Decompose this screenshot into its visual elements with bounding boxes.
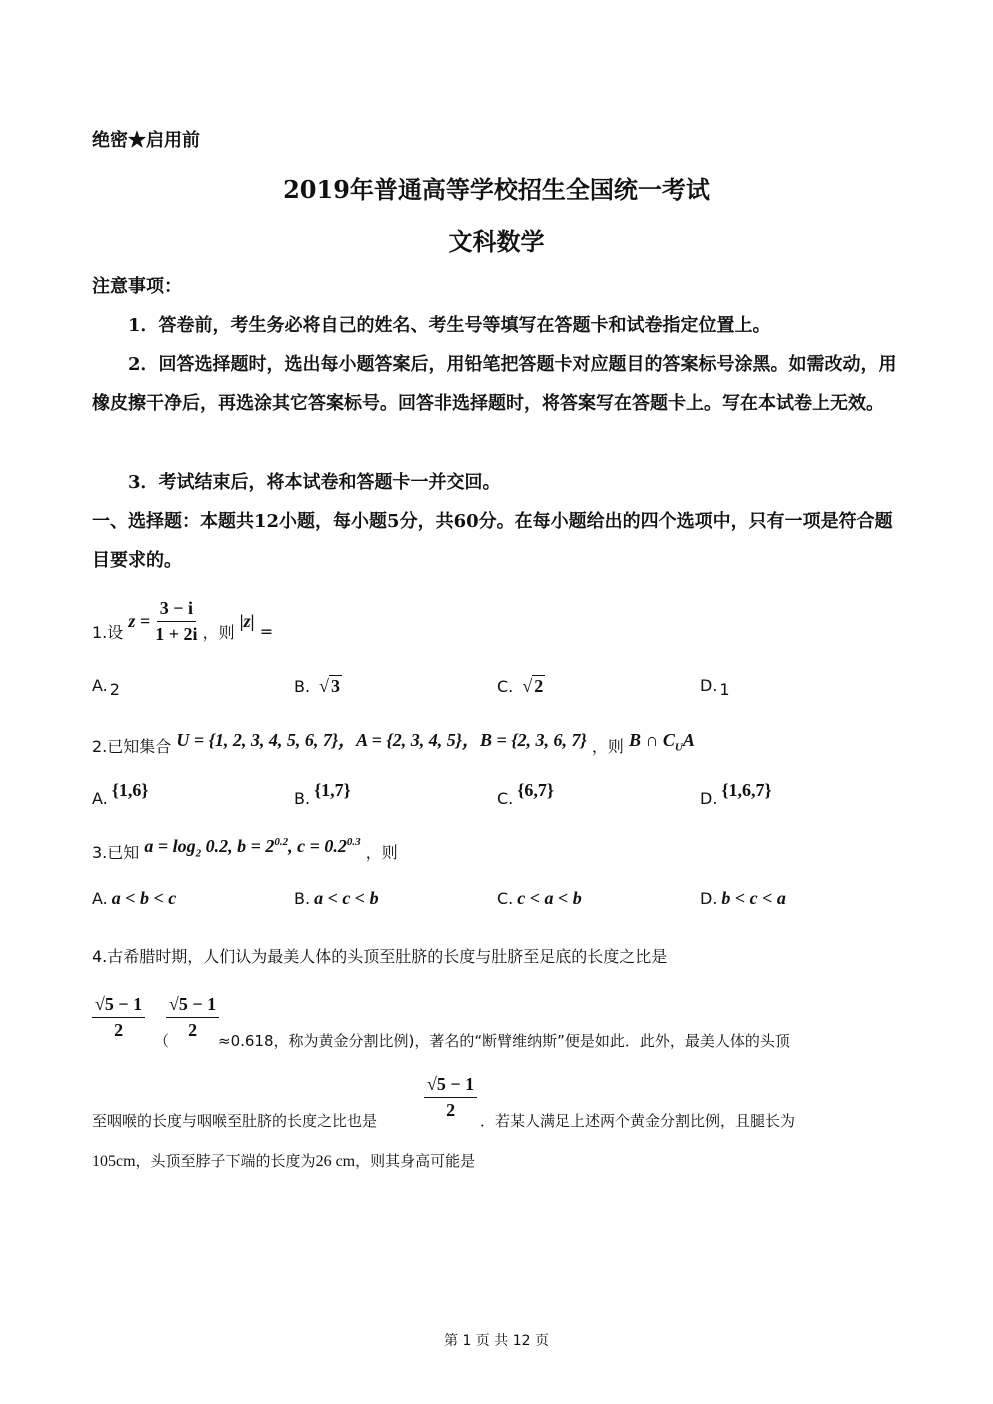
notice-item-3: 3．考试结束后，将本试卷和答题卡一并交回。 (128, 472, 501, 493)
question-2 (92, 726, 695, 754)
q1-option-a[interactable]: A. 2 (92, 676, 120, 699)
q2-option-d[interactable]: D. {1,6,7} (700, 780, 772, 808)
q3-expr: $a = \log_2 0.2$, $b = 2^{0.2}$, $c = 0.2^{0.3}$ (144, 836, 361, 860)
q4-approx-text: ≈0.618，称为黄金分割比例)，著名的“断臂维纳斯”便是如此．此外，最美人体的头顶 (218, 1032, 790, 1050)
q3-option-c[interactable]: C. c < a < b (497, 888, 582, 908)
q1-option-b[interactable]: B. √ 3 (294, 676, 341, 696)
notice-item-1: 1．答卷前，考生务必将自己的姓名、考生号等填写在答题卡和试卷指定位置上。 (128, 315, 771, 336)
q1-option-d[interactable]: D. 1 (700, 676, 730, 699)
section-intro: 一、选择题：本题共12小题，每小题5分，共60分。在每小题给出的四个选项中，只有一项是符合题目要求的。 (92, 511, 893, 571)
q2-mid: ，则 (591, 737, 624, 756)
q4-line-3b: ．若某人满足上述两个黄金分割比例，且腿长为 (480, 1112, 796, 1130)
question-4-line-1: 4.古希腊时期，人们认为最美人体的头顶至肚脐的长度与肚脐至足底的长度之比是 (92, 947, 668, 966)
q2-prefix: 2.已知集合 (92, 737, 172, 756)
question-1 (92, 598, 273, 645)
q3-option-d[interactable]: D. b < c < a (700, 888, 786, 908)
q1-numerator: 3 − i (157, 598, 196, 622)
q1-z-eq: z = (128, 611, 151, 631)
q3-prefix: 3.已知 (92, 843, 140, 862)
q1-suffix: = (259, 622, 274, 641)
q1-fraction (155, 598, 197, 645)
q4-golden-fraction-3: $\frac{√5 - 1}{2}$ (424, 1074, 477, 1121)
q1-absz: |z| (239, 611, 255, 631)
page-footer: 第 1 页 共 12 页 (444, 1333, 549, 1349)
q4-golden-fraction-2: $\frac{√5 - 1}{2}$ (166, 994, 219, 1041)
q3-suffix: ，则 (365, 843, 398, 862)
secret-label: 绝密★启用前 (92, 130, 200, 151)
notice-heading: 注意事项： (92, 276, 182, 297)
notice-item-2: 2．回答选择题时，选出每小题答案后，用铅笔把答题卡对应题目的答案标号涂黑。如需改动，用橡皮擦干净后，再选涂其它答案标号。回答非选择题时，将答案写在答题卡上。写在本试卷上无效。 (92, 354, 897, 414)
q4-golden-fraction-1: $\frac{√5 - 1}{2}$ (92, 994, 145, 1041)
question-3 (92, 834, 398, 860)
q3-option-b[interactable]: B. a < c < b (294, 888, 379, 908)
q4-line-4: 105cm，头顶至脖子下端的长度为26 cm，则其身高可能是 (92, 1152, 476, 1170)
q4-paren: （ (154, 1032, 170, 1050)
q2-option-c[interactable]: C. {6,7} (497, 780, 554, 808)
q1-denominator: 1 + 2i (155, 624, 198, 644)
q4-line-3a: 至咽喉的长度与咽喉至肚脐的长度之比也是 (92, 1112, 378, 1130)
q2-option-a[interactable]: A. {1,6} (92, 780, 149, 808)
q3-option-a[interactable]: A. a < b < c (92, 888, 177, 908)
q2-option-b[interactable]: B. {1,7} (294, 780, 351, 808)
exam-title: 2019年普通高等学校招生全国统一考试 (283, 175, 710, 204)
q1-prefix: 1.设 (92, 623, 124, 642)
q2-expr: B ∩ $C_UA$ (628, 730, 695, 754)
q1-mid: ，则 (202, 623, 235, 642)
exam-subject: 文科数学 (448, 227, 545, 256)
q1-option-c[interactable]: C. √ 2 (497, 676, 544, 696)
q2-sets: U = {1, 2, 3, 4, 5, 6, 7}，A = {2, 3, 4, 5}，B = {2, 3, 6, 7} (176, 730, 587, 750)
